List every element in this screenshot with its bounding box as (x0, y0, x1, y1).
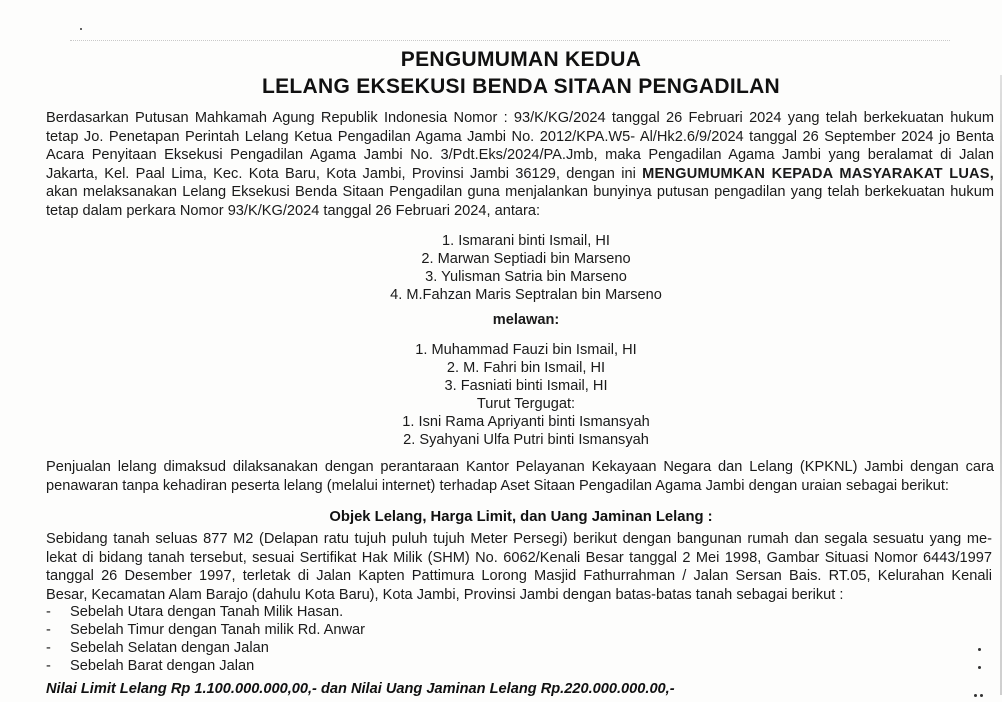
co-defendant-item: 2. Syahyani Ulfa Putri binti Ismansyah (403, 432, 649, 448)
intro-line-with-emphasis (46, 165, 994, 184)
intro-line: akan melaksanakan Lelang Eksekusi Benda Sitaan Pengadilan guna menjalankan bunyinya putusan pengadilan yang telah berkekuatan hukum (46, 184, 994, 200)
top-dotted-rule (70, 40, 950, 41)
boundary-text: Sebelah Utara dengan Tanah Milik Hasan. (70, 604, 344, 620)
boundary-text: Sebelah Barat dengan Jalan (70, 658, 255, 674)
object-line: lekat di bidang tanah tersebut, sesuai Sertifikat Hak Milik (SHM) No. 6062/Kenali Besar tanggal 2 Mei 1998, Gambar Situasi Nomor 6443/1997 (46, 549, 992, 566)
scan-speck (80, 28, 82, 30)
co-defendant-item: 1. Isni Rama Apriyanti binti Ismansyah (402, 414, 650, 430)
scan-speck (980, 694, 983, 697)
object-line: tanggal 26 Desember 1997, terletak di Jalan Kapten Pattimura Lorong Masjid Fathurrahman / Jalan Sersan Bais. RT.05, Kelurahan Kenali (46, 568, 992, 584)
auction-limit-statement: Nilai Limit Lelang Rp 1.100.000.000,00,- dan Nilai Uang Jaminan Lelang Rp.220.000.000.00,- (46, 681, 675, 697)
bullet-dash: - (46, 622, 51, 638)
announcement-title: PENGUMUMAN KEDUA (400, 48, 642, 71)
plaintiffs-list (0, 232, 1002, 304)
intro-line: Acara Penyitaan Eksekusi Pengadilan Agama Jambi No. 3/Pdt.Eks/2024/PA.Jmb, maka Pengadilan Agama Jambi yang beralamat di Jalan (46, 147, 994, 163)
object-line: Sebidang tanah seluas 877 M2 (Delapan ratu tujuh puluh tujuh Meter Persegi) berikut dengan bangunan rumah dan segala sesuatu yang me- (46, 531, 992, 547)
defendant-item: 3. Fasniati binti Ismail, HI (444, 378, 608, 394)
boundary-text: Sebelah Selatan dengan Jalan (70, 640, 269, 656)
boundary-item (46, 621, 365, 639)
object-paragraph (46, 530, 992, 604)
scan-speck (978, 648, 981, 651)
plaintiff-item: 4. M.Fahzan Maris Septralan bin Marseno (390, 287, 662, 303)
sale-line: Penjualan lelang dimaksud dilaksanakan dengan perantaraan Kantor Pelayanan Kekayaan Negara dan Lelang (KPKNL) Jambi dengan cara (46, 459, 994, 475)
public-announcement-emphasis: MENGUMUMKAN KEPADA MASYARAKAT LUAS, (642, 165, 994, 182)
bullet-dash: - (46, 640, 51, 656)
bullet-dash: - (46, 658, 51, 674)
sale-paragraph (46, 458, 994, 495)
boundary-item (46, 657, 365, 675)
intro-line: tetap Jo. Penetapan Perintah Lelang Ketua Pengadilan Agama Jambi No. 2012/KPA.W5- Al/Hk2.6/9/2024 tanggal 26 September 2024 jo Benta (46, 128, 994, 145)
boundary-item (46, 639, 365, 657)
object-line: Besar, Kecamatan Alam Barajo (dahulu Kota Baru), Kota Jambi, Provinsi Jambi dengan batas-batas tanah sebagai berikut : (46, 586, 844, 603)
plaintiff-item: 3. Yulisman Satria bin Marseno (425, 269, 627, 285)
land-boundaries-list (46, 603, 365, 675)
intro-paragraph (46, 109, 994, 220)
intro-line: tetap dalam perkara Nomor 93/K/KG/2024 tanggal 26 Februari 2024, antara: (46, 202, 541, 219)
versus-label: melawan: (492, 312, 560, 328)
sale-line: penawaran tanpa kehadiran peserta lelang (melalui internet) terhadap Aset Sitaan Pengadilan Agama Jambi dengan uraian sebagai berikut: (46, 477, 949, 494)
announcement-subtitle: LELANG EKSEKUSI BENDA SITAAN PENGADILAN (261, 75, 781, 98)
defendant-item: 1. Muhammad Fauzi bin Ismail, HI (415, 342, 637, 358)
boundary-item (46, 603, 365, 621)
scan-speck (974, 694, 977, 697)
co-defendants-label: Turut Tergugat: (476, 396, 576, 412)
boundary-text: Sebelah Timur dengan Tanah milik Rd. Anwar (70, 622, 366, 638)
scan-speck (978, 666, 981, 669)
auction-object-heading: Objek Lelang, Harga Limit, dan Uang Jaminan Lelang : (329, 509, 713, 525)
plaintiff-item: 1. Ismarani binti Ismail, HI (442, 233, 610, 249)
intro-line: Berdasarkan Putusan Mahkamah Agung Republik Indonesia Nomor : 93/K/KG/2024 tanggal 26 Februari 2024 yang telah berkekuatan hukum (46, 110, 994, 126)
defendants-list (0, 341, 1002, 449)
defendant-item: 2. M. Fahri bin Ismail, HI (446, 360, 606, 376)
intro-line-text: Jakarta, Kel. Paal Lima, Kec. Kota Baru, Kota Jambi, Provinsi Jambi 36129, dengan ini (46, 165, 643, 182)
bullet-dash: - (46, 604, 51, 620)
plaintiff-item: 2. Marwan Septiadi bin Marseno (421, 251, 631, 267)
